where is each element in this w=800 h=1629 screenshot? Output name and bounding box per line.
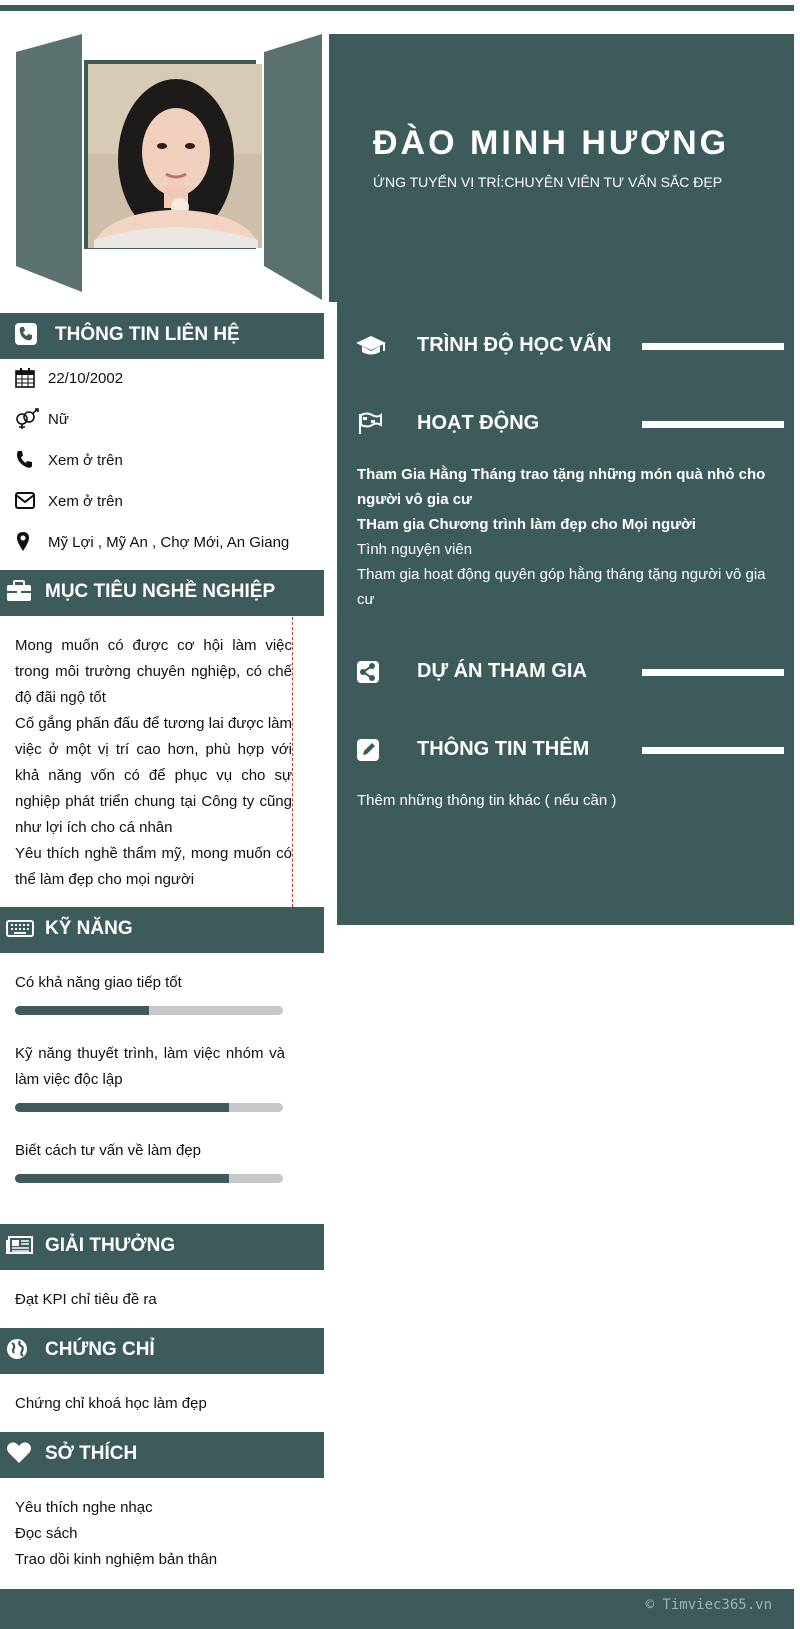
graduation-cap-icon [355, 334, 387, 358]
section-skills-header [0, 907, 324, 953]
skill-label: Biết cách tư vấn về làm đẹp [15, 1142, 201, 1159]
hobby-item: Đọc sách [15, 1525, 78, 1542]
activity-item: Tham Gia Hằng Tháng trao tặng những món quà nhỏ cho người vô gia cư [357, 466, 766, 508]
section-divider [642, 669, 784, 676]
skill-bar-fill [15, 1006, 149, 1015]
contact-address [0, 529, 324, 563]
section-divider [642, 747, 784, 754]
skill-bar-fill [15, 1103, 229, 1112]
candidate-name: ĐÀO MINH HƯƠNG [373, 124, 730, 162]
activity-item: THam gia Chương trình làm đẹp cho Mọi người [357, 516, 696, 533]
gender-value: Nữ [48, 411, 69, 428]
skill-label: Có khả năng giao tiếp tốt [15, 974, 182, 991]
section-title: TRÌNH ĐỘ HỌC VẤN [417, 334, 612, 356]
avatar [88, 64, 262, 248]
certificate-item: Chứng chỉ khoá học làm đẹp [15, 1395, 207, 1412]
applied-position: ỨNG TUYỂN VỊ TRÍ:CHUYÊN VIÊN TƯ VẤN SẮC ĐẸP [373, 174, 723, 190]
contact-email [0, 488, 324, 522]
activity-item: Tham gia hoạt động quyên góp hằng tháng tặng người vô gia cư [357, 566, 766, 608]
contact-phone [0, 447, 324, 481]
section-title: SỞ THÍCH [45, 1443, 138, 1464]
section-certificates-header [0, 1328, 324, 1374]
phone-icon [14, 449, 38, 473]
skill-bar [15, 1174, 283, 1183]
contact-birthdate [0, 365, 324, 399]
career-goal [0, 617, 293, 907]
address-value: Mỹ Lợi , Mỹ An , Chợ Mới, An Giang [48, 534, 290, 551]
gender-icon [14, 408, 38, 432]
footer [0, 1589, 794, 1629]
keyboard-icon [6, 916, 36, 944]
share-icon [355, 660, 387, 684]
award-item: Đạt KPI chỉ tiêu đề ra [15, 1291, 157, 1308]
birthdate-value: 22/10/2002 [48, 370, 124, 387]
section-title: THÔNG TIN LIÊN HỆ [55, 324, 240, 345]
globe-icon [6, 1337, 36, 1365]
section-divider [642, 343, 784, 350]
hobby-item: Yêu thích nghe nhạc [15, 1499, 153, 1516]
section-activities [337, 404, 794, 444]
activities-list [357, 462, 782, 612]
section-projects [337, 652, 794, 692]
hobby-item: Trao dồi kinh nghiệm bản thân [15, 1551, 218, 1568]
skill-bar-fill [15, 1174, 229, 1183]
section-divider [642, 421, 784, 428]
goal-paragraph: Yêu thích nghề thẩm mỹ, mong muốn có thể làm đẹp cho mọi người [15, 845, 292, 888]
activity-item: Tình nguyện viên [357, 541, 473, 558]
section-more-info [337, 730, 794, 770]
location-pin-icon [14, 531, 38, 555]
briefcase-icon [6, 579, 36, 607]
section-goal-header [0, 570, 324, 616]
section-awards-header [0, 1224, 324, 1270]
skill-bar [15, 1006, 283, 1015]
goal-paragraph: Mong muốn có được cơ hội làm việc trong môi trường chuyên nghiệp, có chế độ đãi ngộ tốt [15, 637, 292, 706]
section-education [337, 326, 794, 366]
section-title: DỰ ÁN THAM GIA [417, 660, 587, 682]
section-title: THÔNG TIN THÊM [417, 738, 590, 760]
contact-gender [0, 406, 324, 440]
section-title: GIẢI THƯỞNG [45, 1235, 176, 1256]
section-title: CHỨNG CHỈ [45, 1339, 155, 1360]
skill-label: Kỹ năng thuyết trình, làm việc nhóm và làm việc độc lập [15, 1045, 285, 1088]
section-hobbies-header [0, 1432, 324, 1478]
skill-bar [15, 1103, 283, 1112]
footer-copyright: © Timviec365.vn [645, 1597, 772, 1613]
envelope-icon [14, 490, 38, 514]
heart-icon [6, 1441, 36, 1469]
flag-icon [355, 412, 387, 436]
section-title: MỤC TIÊU NGHỀ NGHIỆP [45, 581, 276, 602]
section-contact-header [0, 313, 324, 359]
photo-area [0, 30, 330, 300]
section-title: KỸ NĂNG [45, 918, 133, 939]
right-column [337, 302, 794, 925]
top-accent-line [0, 5, 794, 11]
email-value: Xem ở trên [48, 493, 123, 510]
more-info-text: Thêm những thông tin khác ( nếu cần ) [357, 792, 617, 809]
goal-paragraph: Cố gắng phấn đấu để tương lai được làm việc ở một vị trí cao hơn, phù hợp với khả năng vốn có để phục vụ cho sự nghiệp phát triển chung tại Công ty cũng như lợi ích cho cá nhân [15, 715, 292, 836]
phone-square-icon [14, 322, 44, 350]
header-panel [329, 34, 794, 302]
phone-value: Xem ở trên [48, 452, 123, 469]
newspaper-icon [6, 1233, 36, 1261]
section-title: HOẠT ĐỘNG [417, 412, 540, 434]
calendar-icon [14, 367, 38, 391]
edit-icon [355, 738, 387, 762]
